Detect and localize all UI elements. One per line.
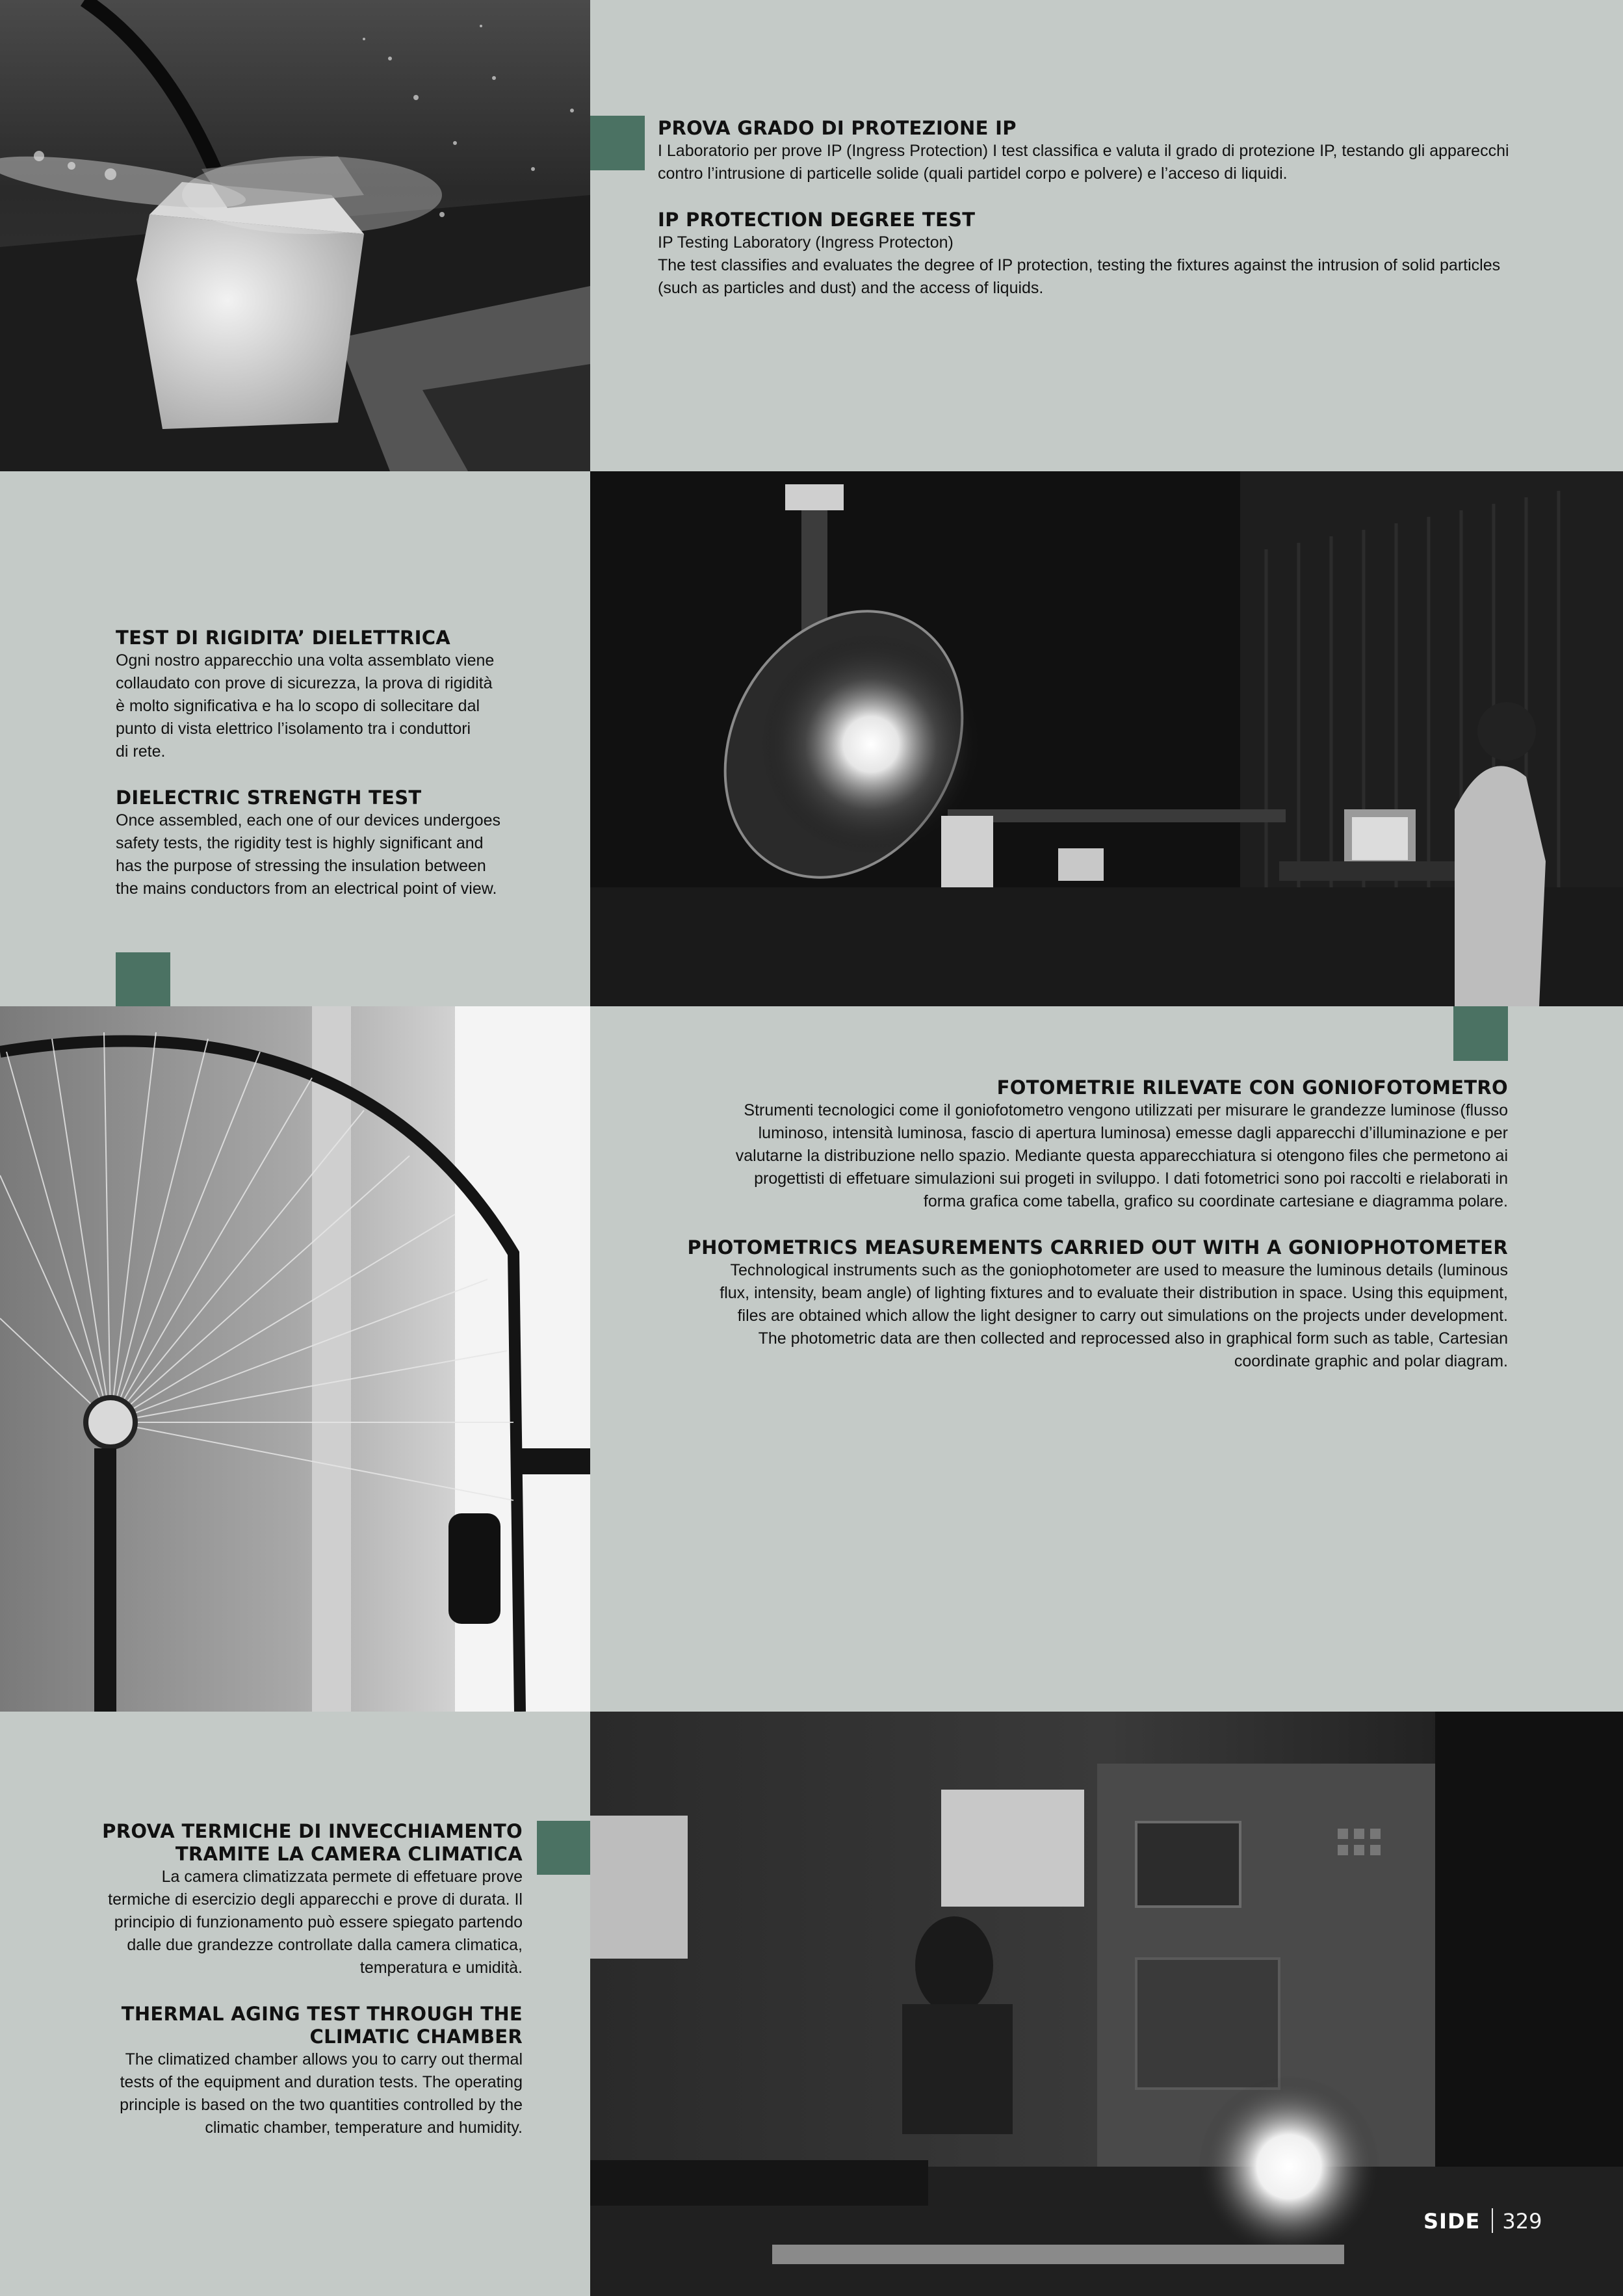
page-footer <box>1423 2209 1542 2235</box>
section-title-it: TEST DI RIGIDITA’ DIELETTRICA <box>116 627 451 649</box>
body-line: has the purpose of stressing the insulation between <box>116 857 486 875</box>
accent-square <box>590 116 645 170</box>
body-line: progettisti di effetuare simulazioni sui progeti in sviluppo. I dati fotometrici sono poi raccolti e rielaborati in <box>754 1169 1508 1188</box>
body-line: contro l’intrusione di particelle solide (quali partidel corpo e polvere) e l’acceso di liquidi. <box>658 164 1288 183</box>
goniophotometer-lab-photo <box>590 471 1623 1006</box>
body-line: coordinate graphic and polar diagram. <box>1234 1352 1508 1370</box>
body-line: principle is based on the two quantities controlled by the <box>120 2096 523 2114</box>
page-number: 329 <box>1502 2209 1542 2234</box>
body-line: the mains conductors from an electrical point of view. <box>116 880 497 898</box>
body-line: luminoso, intensità luminosa, fascio di apertura luminosa) emesse dagli apparecchi d’illuminazione e per <box>758 1124 1508 1142</box>
body-line: tests of the equipment and duration tests. The operating <box>120 2073 523 2091</box>
body-line: Technological instruments such as the goniophotometer are used to measure the luminous details (luminous <box>730 1261 1508 1279</box>
body-line: The climatized chamber allows you to carry out thermal <box>125 2050 523 2068</box>
section-title-en-line2: CLIMATIC CHAMBER <box>309 2026 523 2048</box>
body-line: collaudato con prove di sicurezza, la prova di rigidità <box>116 674 493 692</box>
body-line: flux, intensity, beam angle) of lighting fixtures and to evaluate their distribution in space. Using this equipment, <box>720 1284 1508 1302</box>
goniophotometer-arc-photo <box>0 1006 590 1712</box>
body-line: principio di funzionamento può essere spiegato partendo <box>114 1913 523 1931</box>
ip-protection-section <box>658 117 1581 300</box>
body-line: valutarne la distribuzione nello spazio. Mediante questa apparecchiatura si otengono files che permetono ai <box>735 1147 1508 1165</box>
accent-square <box>1453 1006 1508 1061</box>
body-line: punto di vista elettrico l’isolamento tra i conduttori <box>116 720 471 738</box>
body-line: dalle due grandezze controllate dalla camera climatica, <box>127 1936 523 1954</box>
body-line: di rete. <box>116 742 166 761</box>
body-line: Strumenti tecnologici come il goniofotometro vengono utilizzati per misurare le grandezze luminose (flusso <box>744 1101 1508 1119</box>
body-line: La camera climatizzata permete di effetuare prove <box>161 1868 523 1886</box>
ip-test-photo <box>0 0 590 471</box>
body-line: Once assembled, each one of our devices undergoes <box>116 811 501 829</box>
body-line: Ogni nostro apparecchio una volta assemblato viene <box>116 651 495 670</box>
thermal-aging-section <box>65 1820 523 2139</box>
photometry-section <box>650 1076 1508 1373</box>
body-line: safety tests, the rigidity test is highly significant and <box>116 834 484 852</box>
footer-divider <box>1492 2208 1493 2233</box>
body-line: The photometric data are then collected and reprocessed also in graphical form such as table, Cartesian <box>758 1329 1508 1348</box>
section-title-en: THERMAL AGING TEST THROUGH THE <box>121 2003 523 2025</box>
body-line: The test classifies and evaluates the degree of IP protection, testing the fixtures against the intrusion of solid particles <box>658 256 1501 274</box>
dielectric-strength-section <box>116 627 571 900</box>
body-line: I Laboratorio per prove IP (Ingress Protection) I test classifica e valuta il grado di protezione IP, testando gli apparecchi <box>658 142 1509 160</box>
section-title-it-line2: TRAMITE LA CAMERA CLIMATICA <box>175 1843 523 1865</box>
section-title-en: PHOTOMETRICS MEASUREMENTS CARRIED OUT WITH A GONIOPHOTOMETER <box>687 1236 1508 1259</box>
body-line: è molto significativa e ha lo scopo di sollecitare dal <box>116 697 480 715</box>
body-line: (such as particles and dust) and the access of liquids. <box>658 279 1044 297</box>
brand-name: SIDE <box>1423 2209 1481 2234</box>
body-line: files are obtained which allow the light designer to carry out simulations on the projects under development. <box>737 1307 1508 1325</box>
section-title-en: DIELECTRIC STRENGTH TEST <box>116 787 422 809</box>
section-title-en: IP PROTECTION DEGREE TEST <box>658 209 976 231</box>
body-line: forma grafica come tabella, grafico su coordinate cartesiane e diagramma polare. <box>923 1192 1508 1210</box>
body-line: termiche di esercizio degli apparecchi e prove di durata. Il <box>108 1890 523 1909</box>
body-line: temperatura e umidità. <box>359 1959 523 1977</box>
accent-square <box>116 952 170 1006</box>
accent-square <box>537 1821 590 1875</box>
body-line: IP Testing Laboratory (Ingress Protecton) <box>658 233 954 252</box>
section-title-it: PROVA TERMICHE DI INVECCHIAMENTO <box>102 1820 523 1842</box>
body-line: climatic chamber, temperature and humidity. <box>205 2119 523 2137</box>
section-title-it: PROVA GRADO DI PROTEZIONE IP <box>658 117 1017 139</box>
section-title-it: FOTOMETRIE RILEVATE CON GONIOFOTOMETRO <box>996 1076 1508 1099</box>
